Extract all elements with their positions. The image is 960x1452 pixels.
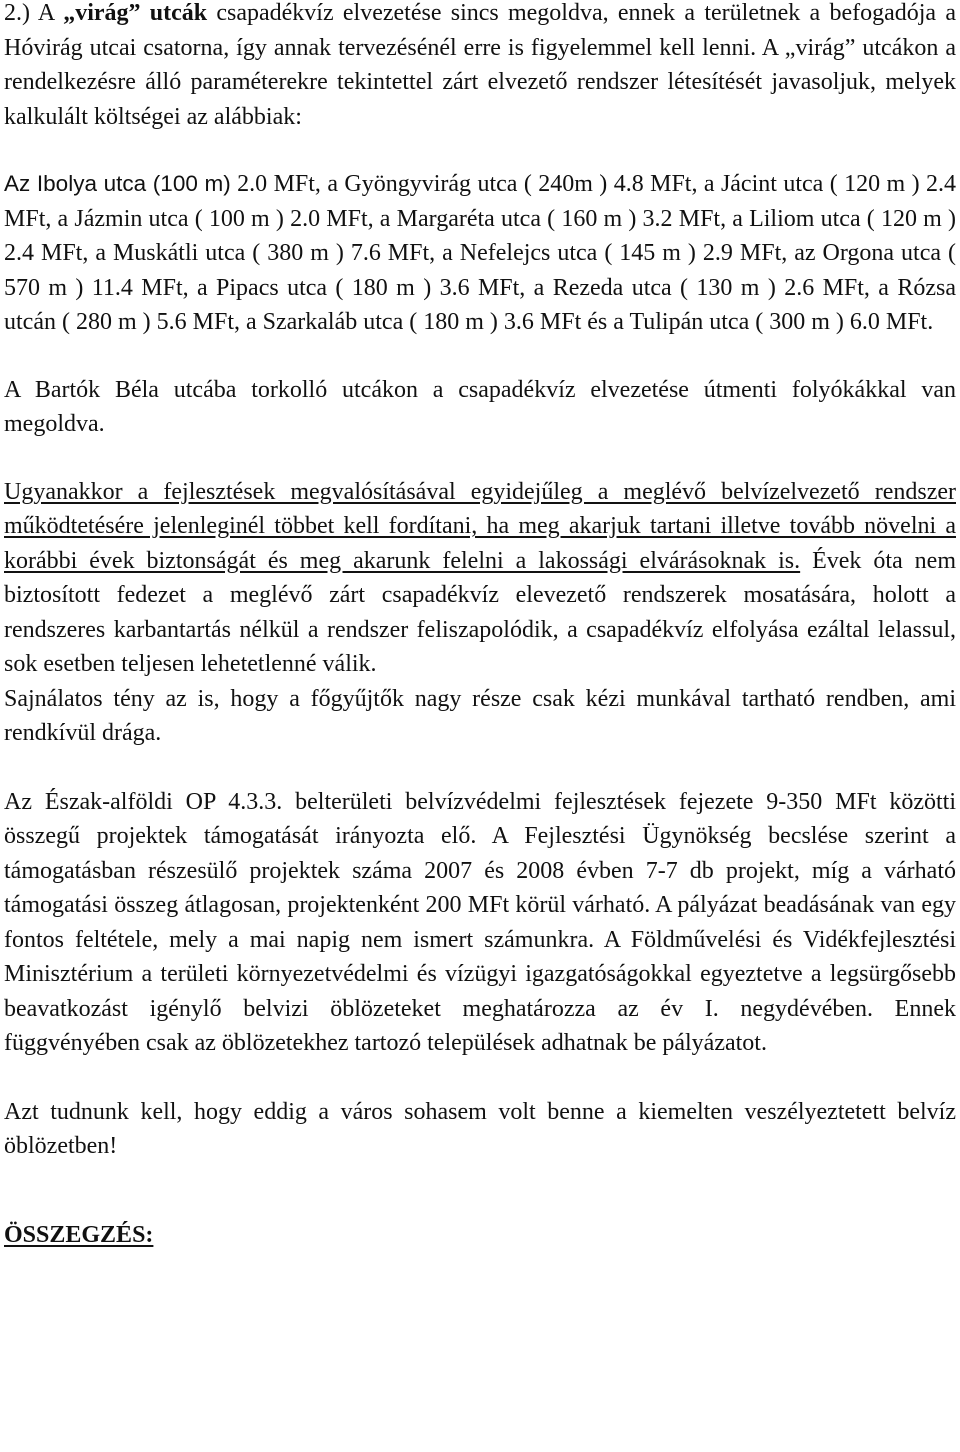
paragraph-maintenance [4, 475, 956, 682]
street-costs-text: 2.0 MFt, a Gyöngyvirág utca ( 240m ) 4.8 MFt, a Jácint utca ( 120 m ) 2.4 MFt, a Jázmin utca ( 100 m ) 2.0 MFt, a Margaréta utca ( 160 m ) 3.2 MFt, a Liliom utca ( 120 m ) 2.4 MFt, a Muskátli utca ( 380 m ) 7.6 MFt, a Nefelejcs utca ( 145 m ) 2.9 MFt, az Orgona utca ( 570 m ) 11.4 MFt, a Pipacs utca ( 180 m ) 3.6 MFt, a Rezeda utca ( 130 m ) 2.6 MFt, a Rózsa utcán ( 280 m ) 5.6 MFt, a Szarkaláb utca ( 180 m ) 3.6 MFt és a Tulipán utca ( 300 m ) 6.0 MFt. [4, 171, 957, 335]
ibolya-street-label: Az Ibolya utca (100 m) [4, 171, 231, 196]
summary-heading: ÖSSZEGZÉS: [4, 1221, 154, 1248]
paragraph-operational-programme: Az Észak-alföldi OP 4.3.3. belterületi belvízvédelmi fejlesztések fejezete 9-350 MFt közötti összegű projektek támogatását irányozta elő. A Fejlesztési Ügynökség becslése szerint a támogatásban részesülő projektek száma 2007 és 2008 évben 7-7 db projekt, míg a várható támogatási összeg átlagosan, projektenként 200 MFt körül várható. A pályázat beadásának van egy fontos feltétele, mely a mai napig nem ismert számunkra. A Földművelési és Vidékfejlesztési Minisztérium a területi környezetvédelmi és vízügyi igazgatóságokkal egyeztetve a legsürgősebb beavatkozást igénylő belvizi öblözeteket meghatározza az év I. negydévében. Ennek függvényében csak az öblözetekhez tartozó települések adhatnak be pályázatot. [4, 788, 956, 1056]
paragraph-text: csapadékvíz elvezetése sincs megoldva, ennek a területnek a befogadója a Hóvirág utcai csatorna, így annak tervezésénél erre is figyelemmel kell lenni. A „virág” utcákon a rendelkezésre álló paraméterekre tekintettel zárt elvezető rendszer létesítését javasoljuk, melyek kalkulált költségei az alábbiak: [4, 0, 956, 130]
paragraph-main-collectors: Sajnálatos tény az is, hogy a főgyűjtők nagy része csak kézi munkával tartható rendben, ami rendkívül drága. [4, 685, 956, 746]
underlined-statement: Ugyanakkor a fejlesztések megvalósításával egyidejűleg a meglévő belvízelvezető rendszer működtetésére jelenleginél többet kell fordítani, ha meg akarjuk tartani illetve tovább növelni a korábbi évek biztonságát és meg akarunk felelni a lakossági elvárásoknak is. [4, 478, 956, 574]
paragraph-virag-utcak [4, 0, 956, 134]
virag-utcak-bold: „virág” utcák [63, 0, 208, 26]
paragraph-street-costs [4, 167, 956, 340]
maintenance-text: Évek óta nem biztosított fedezet a meglévő zárt csapadékvíz elevezető rendszerek mosatására, holott a rendszeres karbantartás nélkül a rendszer feliszapolódik, a csapadékvíz elfolyása ezáltal lelassul, sok esetben teljesen lehetetlenné válik. [4, 547, 957, 677]
paragraph-closing-note: Azt tudnunk kell, hogy eddig a város sohasem volt benne a kiemelten veszélyeztetett belvíz öblözetben! [4, 1098, 956, 1159]
paragraph-prefix: 2.) A [4, 0, 64, 26]
paragraph-bartok-bela: A Bartók Béla utcába torkolló utcákon a csapadékvíz elvezetése útmenti folyókákkal van megoldva. [4, 376, 956, 437]
document-page [4, 0, 956, 1252]
